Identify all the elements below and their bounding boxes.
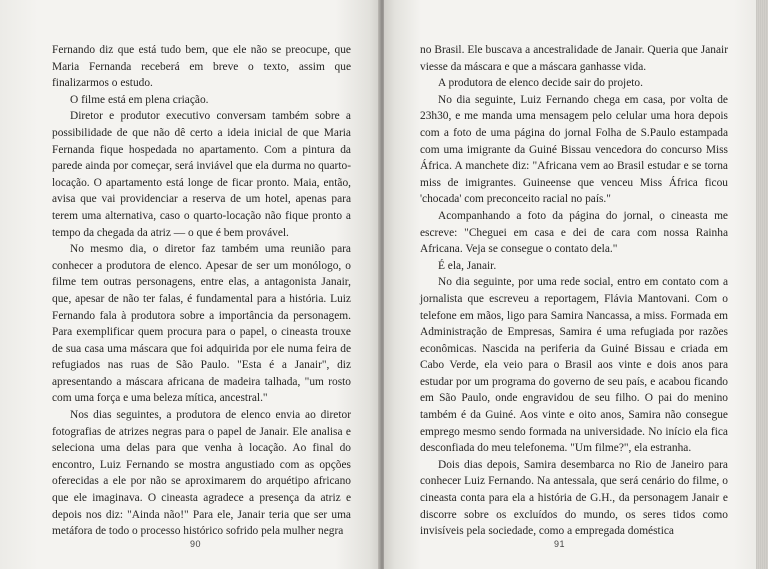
left-paragraph-1: Fernando diz que está tudo bem, que ele não se preocupe, que Maria Fernanda receberá em breve o texto, assim que finalizarmos o estudo. bbox=[52, 44, 351, 90]
right-page-number: 91 bbox=[554, 539, 566, 549]
right-paragraph-1: no Brasil. Ele buscava a ancestralidade de Janair. Queria que Janair viesse da máscara e que a máscara ganhasse vida. bbox=[420, 44, 728, 73]
right-paragraph-7: Dois dias depois, Samira desembarca no Rio de Janeiro para conhecer Luiz Fernando. Na antessala, que será cenário do filme, o cineasta conta para ela a história de G.H., da personagem Janair e discorre sobre os excluídos do mundo, os seres tidos como invisíveis pela sociedade, como a empregada doméstica bbox=[420, 458, 728, 538]
left-page bbox=[0, 0, 381, 569]
right-paragraph-5: É ela, Janair. bbox=[438, 259, 497, 272]
left-paragraph-2: O filme está em plena criação. bbox=[70, 93, 209, 106]
right-paragraph-6: No dia seguinte, por uma rede social, entro em contato com a jornalista que escreveu a reportagem, Flávia Mantovani. Com o telefone em mãos, ligo para Samira Nancassa, a miss. Formada em Administração de Empresas, Samira é uma refugiada por razões econômicas. Nascida na periferia da Guiné Bissau e criada em Cabo Verde, ela veio para o Brasil aos vinte e dois anos para estudar por um programa do governo de seu país, e acabou ficando em São Paulo, onde engravidou de seu filho. O pai do menino também é da Guiné. Aos vinte e oito anos, Samira não consegue emprego mesmo sendo formada na universidade. No início ela fica desconfiada do meu telefonema. "Um filme?", ela estranha. bbox=[420, 276, 728, 455]
left-paragraph-3: Diretor e produtor executivo conversam também sobre a possibilidade de que não dê certo a ideia inicial de que Maria Fernanda fique hospedada no apartamento. Com a pintura da parede ainda por começar, será inviável que ela durma no quarto-locação. O apartamento está longe de ficar pronto. Maia, então, avisa que vai providenciar a reserva de um hotel, apenas para terem uma alternativa, caso o quarto-locação não fique pronto a tempo da chegada da atriz — o que é bem provável. bbox=[52, 110, 351, 239]
right-page bbox=[384, 0, 756, 569]
left-paragraph-5: Nos dias seguintes, a produtora de elenco envia ao diretor fotografias de atrizes negras para o papel de Janair. Ele analisa e seleciona uma delas para que venha à locação. Ao final do encontro, Luiz Fernando se mostra angustiado com as opções oferecidas a ele por não se aproximarem do arquétipo africano que ele imaginava. O cineasta agradece a presença da atriz e depois nos diz: "Ainda não!" Para ele, Janair teria que ser uma metáfora de todo o processo histórico sofrido pela mulher negra bbox=[52, 409, 351, 538]
page-edges bbox=[756, 0, 768, 569]
right-paragraph-3: No dia seguinte, Luiz Fernando chega em casa, por volta de 23h30, e me manda uma mensagem pelo celular uma hora depois com a foto de uma página do jornal Folha de S.Paulo estampada com uma imigrante da Guiné Bissau vencedora do concurso Miss África. A manchete diz: "Africana vem ao Brasil estudar e se torna miss de imigrantes. Guineense que venceu Miss África ficou 'chocada' com preconceito racial no país." bbox=[420, 93, 728, 206]
right-paragraph-2: A produtora de elenco decide sair do projeto. bbox=[438, 77, 643, 90]
left-paragraph-4: No mesmo dia, o diretor faz também uma reunião para conhecer a produtora de elenco. Apesar de ser um monólogo, o filme tem outras personagens, entre elas, a antagonista Janair, que, apesar de não ter falas, é fundamental para a história. Luiz Fernando fala à produtora sobre a importância da personagem. Para exemplificar quem procura para o papel, o cineasta trouxe de sua casa uma máscara que foi adquirida por ele numa feira de refugiados nas ruas de São Paulo. "Esta é a Janair", diz apresentando a máscara africana de madeira talhada, "um rosto com uma força e uma beleza mítica, ancestral." bbox=[52, 243, 351, 405]
left-page-number: 90 bbox=[190, 539, 202, 549]
right-paragraph-4: Acompanhando a foto da página do jornal, o cineasta me escreve: "Cheguei em casa e dei de cara com nossa Rainha Africana. Veja se consegue o contato dela." bbox=[420, 209, 728, 256]
